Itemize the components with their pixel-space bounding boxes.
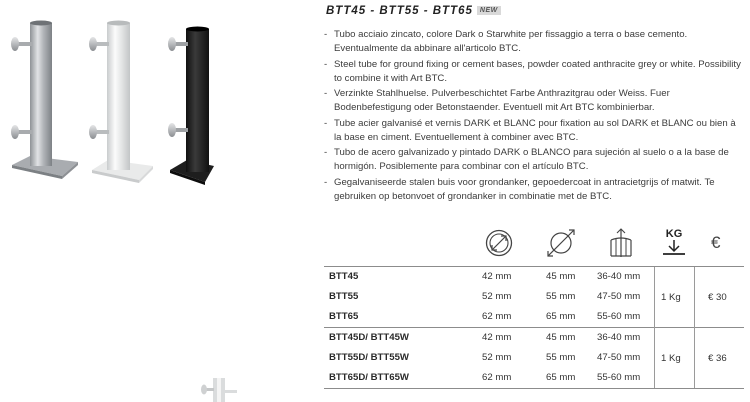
euro-icon: € bbox=[711, 233, 721, 252]
description-de: - Verzinkte Stahlhuelse. Pulverbeschichtet Farbe Anthrazitgrau oder Weiss. Fuer Bodenbefestigung oder Betonstaender. Eventuell mit Art BTC kombinierbar. bbox=[324, 88, 670, 113]
model-cell: BTT55D/ BTT55W bbox=[329, 352, 409, 363]
dark-tube-image bbox=[168, 27, 214, 186]
pole-fit-cell: 47-50 mm bbox=[597, 291, 641, 302]
table-row bbox=[324, 368, 744, 387]
product-title bbox=[326, 5, 501, 17]
outer-diameter-cell: 62 mm bbox=[482, 372, 512, 383]
weight-cell: 1 Kg bbox=[661, 353, 681, 364]
outer-diameter-cell: 42 mm bbox=[482, 332, 512, 343]
price-cell: € 36 bbox=[708, 353, 727, 364]
weight-kg-label: KG bbox=[665, 228, 683, 240]
table-row bbox=[324, 307, 744, 326]
table-row bbox=[324, 348, 744, 367]
inner-diameter-cell: 45 mm bbox=[546, 332, 576, 343]
inner-diameter-cell: 55 mm bbox=[546, 352, 576, 363]
weight-kg-icon bbox=[662, 229, 686, 257]
price-cell: € 30 bbox=[708, 292, 727, 303]
galvanized-tube-image bbox=[11, 21, 78, 180]
outer-diameter-cell: 62 mm bbox=[482, 311, 512, 322]
model-cell: BTT55 bbox=[329, 291, 359, 302]
inner-diameter-icon bbox=[545, 227, 577, 259]
weight-cell: 1 Kg bbox=[661, 292, 681, 303]
table-bottom-rule bbox=[324, 388, 744, 389]
model-cell: BTT65D/ BTT65W bbox=[329, 372, 409, 383]
spec-table bbox=[324, 263, 744, 388]
table-row bbox=[324, 267, 744, 286]
description-fr: - Tube acier galvanisé et vernis DARK et BLANC pour fixation au sol DARK et BLANC ou bien à la base en ciment. Eventuellement à combiner avec BTC. bbox=[324, 117, 736, 143]
description-es: - Tubo de acero galvanizado y pintado DARK o BLANCO para sujeción al suelo o a la base de hormigón. Posiblemente para combinar con el artículo BTC. bbox=[324, 147, 729, 172]
description-list bbox=[324, 28, 744, 205]
inner-diameter-cell: 45 mm bbox=[546, 271, 576, 282]
pole-fit-cell: 36-40 mm bbox=[597, 271, 641, 282]
white-tube-image bbox=[89, 21, 153, 184]
pole-fit-cell: 55-60 mm bbox=[597, 372, 641, 383]
pole-fit-cell: 36-40 mm bbox=[597, 332, 641, 343]
tube-thumbnail-image bbox=[199, 376, 245, 402]
model-cell: BTT45 bbox=[329, 271, 359, 282]
outer-diameter-cell: 52 mm bbox=[482, 352, 512, 363]
outer-diameter-cell: 52 mm bbox=[482, 291, 512, 302]
pole-fit-cell: 47-50 mm bbox=[597, 352, 641, 363]
description-it: - Tubo acciaio zincato, colore Dark o Starwhite per fissaggio a terra o base cemento. Eventualmente da abbinare all'articolo BTC. bbox=[324, 29, 688, 54]
outer-diameter-icon bbox=[484, 228, 514, 258]
description-nl: - Gegalvaniseerde stalen buis voor grondanker, gepoedercoat in antracietgrijs of matwit. Te gebruiken op betonvoet of grondanker in combinatie met de BTC. bbox=[324, 176, 715, 202]
product-code-title: BTT45 - BTT55 - BTT65 bbox=[326, 5, 473, 17]
outer-diameter-cell: 42 mm bbox=[482, 271, 512, 282]
inner-diameter-cell: 65 mm bbox=[546, 311, 576, 322]
pole-fit-cell: 55-60 mm bbox=[597, 311, 641, 322]
table-row bbox=[324, 287, 744, 306]
model-cell: BTT45D/ BTT45W bbox=[329, 332, 409, 343]
model-cell: BTT65 bbox=[329, 311, 359, 322]
table-row bbox=[324, 328, 744, 347]
description-en: - Steel tube for ground fixing or cement bases, powder coated anthracite grey or white. Possibility to combine it with Art BTC. bbox=[324, 58, 741, 84]
pole-fit-icon bbox=[608, 228, 634, 258]
product-photos bbox=[0, 20, 215, 195]
new-badge: NEW bbox=[477, 6, 501, 15]
inner-diameter-cell: 65 mm bbox=[546, 372, 576, 383]
inner-diameter-cell: 55 mm bbox=[546, 291, 576, 302]
